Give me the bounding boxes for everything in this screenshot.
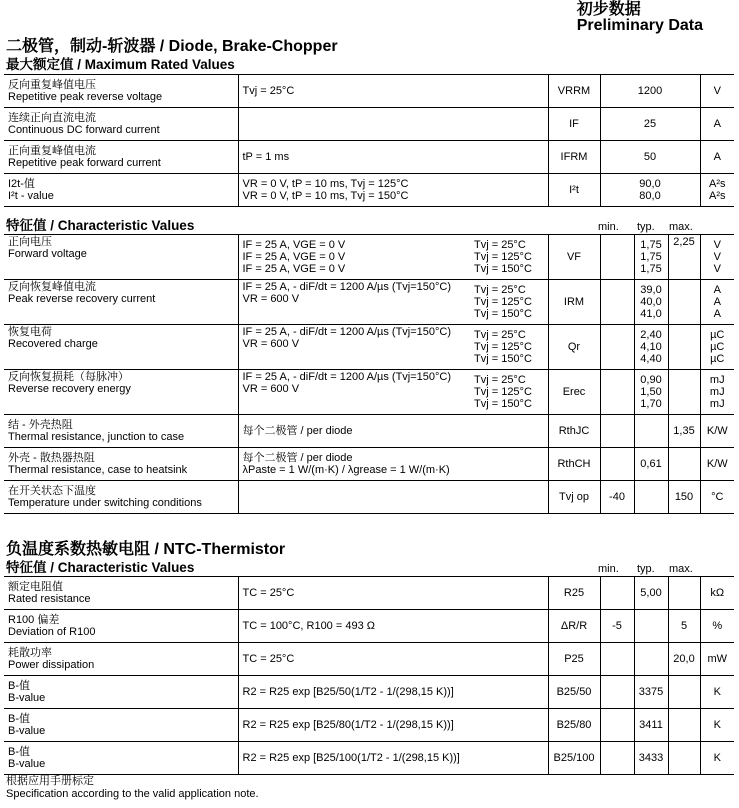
symbol-cell: IFRM bbox=[548, 141, 600, 174]
max-cell: 1,35 bbox=[668, 415, 700, 448]
condition-cell: VR = 0 V, tP = 10 ms, Tvj = 125°C VR = 0 V, tP = 10 ms, Tvj = 150°C bbox=[238, 174, 548, 207]
min-cell bbox=[600, 448, 634, 481]
condition-cell: TC = 25°C bbox=[238, 577, 548, 610]
table-row bbox=[4, 280, 734, 325]
param-cell: I2t-值 I²t - value bbox=[4, 174, 238, 207]
symbol-cell: IF bbox=[548, 108, 600, 141]
table-row bbox=[4, 174, 734, 207]
unit-cell: A A A bbox=[700, 280, 734, 325]
col-max-label: max. bbox=[669, 221, 693, 233]
table-row bbox=[4, 415, 734, 448]
max-cell bbox=[668, 370, 700, 415]
param-cell: 连续正向直流电流 Continuous DC forward current bbox=[4, 108, 238, 141]
symbol-cell: Tvj op bbox=[548, 481, 600, 514]
symbol-cell: B25/100 bbox=[548, 742, 600, 775]
unit-cell: K/W bbox=[700, 448, 734, 481]
typ-cell: 2,40 4,10 4,40 bbox=[634, 325, 668, 370]
param-cell: 恢复电荷 Recovered charge bbox=[4, 325, 238, 370]
value-cell: 25 bbox=[600, 108, 700, 141]
col-typ-label: typ. bbox=[637, 221, 655, 233]
condition-cell: Tvj = 25°C bbox=[238, 75, 548, 108]
max-cell bbox=[668, 325, 700, 370]
min-cell bbox=[600, 676, 634, 709]
table-row bbox=[4, 75, 734, 108]
table-row bbox=[4, 481, 734, 514]
condition-cell: TC = 25°C bbox=[238, 643, 548, 676]
max-rated-table bbox=[4, 74, 734, 207]
max-cell bbox=[668, 742, 700, 775]
diode-section-title: 二极管，制动-斩波器 / Diode, Brake-Chopper bbox=[6, 38, 338, 55]
typ-cell: 3433 bbox=[634, 742, 668, 775]
param-cell: B-值 B-value bbox=[4, 709, 238, 742]
min-cell bbox=[600, 577, 634, 610]
ntc-section-title: 负温度系数热敏电阻 / NTC-Thermistor bbox=[6, 541, 286, 558]
unit-cell: K bbox=[700, 676, 734, 709]
table-row bbox=[4, 676, 734, 709]
typ-cell: 3375 bbox=[634, 676, 668, 709]
symbol-cell: RthJC bbox=[548, 415, 600, 448]
max-cell: 20,0 bbox=[668, 643, 700, 676]
symbol-cell: B25/80 bbox=[548, 709, 600, 742]
unit-cell: °C bbox=[700, 481, 734, 514]
unit-cell: kΩ bbox=[700, 577, 734, 610]
value-cell: 1200 bbox=[600, 75, 700, 108]
typ-cell bbox=[634, 481, 668, 514]
typ-cell bbox=[634, 610, 668, 643]
ntc-table bbox=[4, 576, 734, 775]
unit-cell: A bbox=[700, 108, 734, 141]
param-cell: 反向恢复损耗（每脉冲） Reverse recovery energy bbox=[4, 370, 238, 415]
param-cell: 额定电阻值 Rated resistance bbox=[4, 577, 238, 610]
table-row bbox=[4, 108, 734, 141]
symbol-cell: Erec bbox=[548, 370, 600, 415]
typ-cell bbox=[634, 643, 668, 676]
max-cell: 2,25 bbox=[668, 235, 700, 280]
condition-cell: IF = 25 A, - diF/dt = 1200 A/µs (Tvj=150°C) VR = 600 V bbox=[238, 370, 470, 415]
param-cell: 反向重复峰值电压 Repetitive peak reverse voltage bbox=[4, 75, 238, 108]
max-cell bbox=[668, 280, 700, 325]
footnote-en: Specification according to the valid application note. bbox=[6, 788, 259, 800]
param-cell: 正向电压 Forward voltage bbox=[4, 235, 238, 280]
typ-cell: 0,90 1,50 1,70 bbox=[634, 370, 668, 415]
min-cell bbox=[600, 643, 634, 676]
unit-cell: mJ mJ mJ bbox=[700, 370, 734, 415]
unit-cell: K bbox=[700, 742, 734, 775]
condition-cell: IF = 25 A, - diF/dt = 1200 A/µs (Tvj=150°C) VR = 600 V bbox=[238, 325, 470, 370]
footnote bbox=[6, 775, 259, 801]
symbol-cell: B25/50 bbox=[548, 676, 600, 709]
table-row bbox=[4, 742, 734, 775]
condition-cell: R2 = R25 exp [B25/100(1/T2 - 1/(298,15 K))] bbox=[238, 742, 548, 775]
footnote-cn: 根据应用手册标定 bbox=[6, 775, 94, 787]
min-cell bbox=[600, 235, 634, 280]
preliminary-cn: 初步数据 bbox=[576, 1, 641, 18]
table-row bbox=[4, 325, 734, 370]
max-cell: 5 bbox=[668, 610, 700, 643]
param-cell: 正向重复峰值电流 Repetitive peak forward current bbox=[4, 141, 238, 174]
param-cell: 在开关状态下温度 Temperature under switching conditions bbox=[4, 481, 238, 514]
table-row bbox=[4, 235, 734, 280]
table-row bbox=[4, 610, 734, 643]
condition-cell: IF = 25 A, VGE = 0 V IF = 25 A, VGE = 0 V IF = 25 A, VGE = 0 V bbox=[238, 235, 470, 280]
min-cell bbox=[600, 370, 634, 415]
max-cell bbox=[668, 448, 700, 481]
condition-cell: tP = 1 ms bbox=[238, 141, 548, 174]
table-row bbox=[4, 448, 734, 481]
min-cell bbox=[600, 415, 634, 448]
condition-cell bbox=[238, 108, 548, 141]
typ-cell: 5,00 bbox=[634, 577, 668, 610]
condition-cell: 每个二极管 / per diode bbox=[238, 415, 548, 448]
min-cell bbox=[600, 742, 634, 775]
condition-cell: 每个二极管 / per diode λPaste = 1 W/(m·K) / λgrease = 1 W/(m·K) bbox=[238, 448, 548, 481]
min-cell: -40 bbox=[600, 481, 634, 514]
param-cell: 结 - 外壳热阻 Thermal resistance, junction to case bbox=[4, 415, 238, 448]
table-row bbox=[4, 643, 734, 676]
unit-cell: A²s A²s bbox=[700, 174, 734, 207]
unit-cell: K bbox=[700, 709, 734, 742]
unit-cell: % bbox=[700, 610, 734, 643]
max-rated-title: 最大额定值 / Maximum Rated Values bbox=[6, 57, 235, 72]
symbol-cell: IRM bbox=[548, 280, 600, 325]
tvj-cell: Tvj = 25°C Tvj = 125°C Tvj = 150°C bbox=[470, 280, 548, 325]
typ-cell: 39,0 40,0 41,0 bbox=[634, 280, 668, 325]
condition-cell: R2 = R25 exp [B25/50(1/T2 - 1/(298,15 K))] bbox=[238, 676, 548, 709]
symbol-cell: ΔR/R bbox=[548, 610, 600, 643]
tvj-cell: Tvj = 25°C Tvj = 125°C Tvj = 150°C bbox=[470, 325, 548, 370]
unit-cell: µC µC µC bbox=[700, 325, 734, 370]
col-min-label: min. bbox=[598, 221, 619, 233]
max-cell bbox=[668, 676, 700, 709]
condition-cell: TC = 100°C, R100 = 493 Ω bbox=[238, 610, 548, 643]
param-cell: B-值 B-value bbox=[4, 742, 238, 775]
param-cell: 反向恢复峰值电流 Peak reverse recovery current bbox=[4, 280, 238, 325]
min-cell bbox=[600, 325, 634, 370]
diode-char-table bbox=[4, 234, 734, 514]
unit-cell: mW bbox=[700, 643, 734, 676]
min-cell: -5 bbox=[600, 610, 634, 643]
table-row bbox=[4, 370, 734, 415]
table-row bbox=[4, 577, 734, 610]
max-cell: 150 bbox=[668, 481, 700, 514]
param-cell: 外壳 - 散热器热阻 Thermal resistance, case to heatsink bbox=[4, 448, 238, 481]
symbol-cell: VF bbox=[548, 235, 600, 280]
tvj-cell: Tvj = 25°C Tvj = 125°C Tvj = 150°C bbox=[470, 235, 548, 280]
unit-cell: K/W bbox=[700, 415, 734, 448]
ntc-col-min-label: min. bbox=[598, 563, 619, 575]
diode-char-title: 特征值 / Characteristic Values bbox=[6, 218, 195, 233]
condition-cell: IF = 25 A, - diF/dt = 1200 A/µs (Tvj=150°C) VR = 600 V bbox=[238, 280, 470, 325]
symbol-cell: VRRM bbox=[548, 75, 600, 108]
param-cell: B-值 B-value bbox=[4, 676, 238, 709]
table-row bbox=[4, 709, 734, 742]
unit-cell: V bbox=[700, 75, 734, 108]
condition-cell: R2 = R25 exp [B25/80(1/T2 - 1/(298,15 K))] bbox=[238, 709, 548, 742]
ntc-char-title: 特征值 / Characteristic Values bbox=[6, 560, 195, 575]
value-cell: 90,0 80,0 bbox=[600, 174, 700, 207]
param-cell: R100 偏差 Deviation of R100 bbox=[4, 610, 238, 643]
table-row bbox=[4, 141, 734, 174]
typ-cell: 0,61 bbox=[634, 448, 668, 481]
tvj-cell: Tvj = 25°C Tvj = 125°C Tvj = 150°C bbox=[470, 370, 548, 415]
preliminary-data-label bbox=[577, 2, 703, 34]
symbol-cell: Qr bbox=[548, 325, 600, 370]
unit-cell: A bbox=[700, 141, 734, 174]
value-cell: 50 bbox=[600, 141, 700, 174]
typ-cell: 3411 bbox=[634, 709, 668, 742]
max-cell bbox=[668, 709, 700, 742]
unit-cell: V V V bbox=[700, 235, 734, 280]
symbol-cell: RthCH bbox=[548, 448, 600, 481]
symbol-cell: I²t bbox=[548, 174, 600, 207]
typ-cell bbox=[634, 415, 668, 448]
param-cell: 耗散功率 Power dissipation bbox=[4, 643, 238, 676]
symbol-cell: R25 bbox=[548, 577, 600, 610]
max-cell bbox=[668, 577, 700, 610]
preliminary-en: Preliminary Data bbox=[576, 17, 703, 34]
min-cell bbox=[600, 280, 634, 325]
condition-cell bbox=[238, 481, 548, 514]
symbol-cell: P25 bbox=[548, 643, 600, 676]
min-cell bbox=[600, 709, 634, 742]
ntc-col-max-label: max. bbox=[669, 563, 693, 575]
ntc-col-typ-label: typ. bbox=[637, 563, 655, 575]
typ-cell: 1,75 1,75 1,75 bbox=[634, 235, 668, 280]
